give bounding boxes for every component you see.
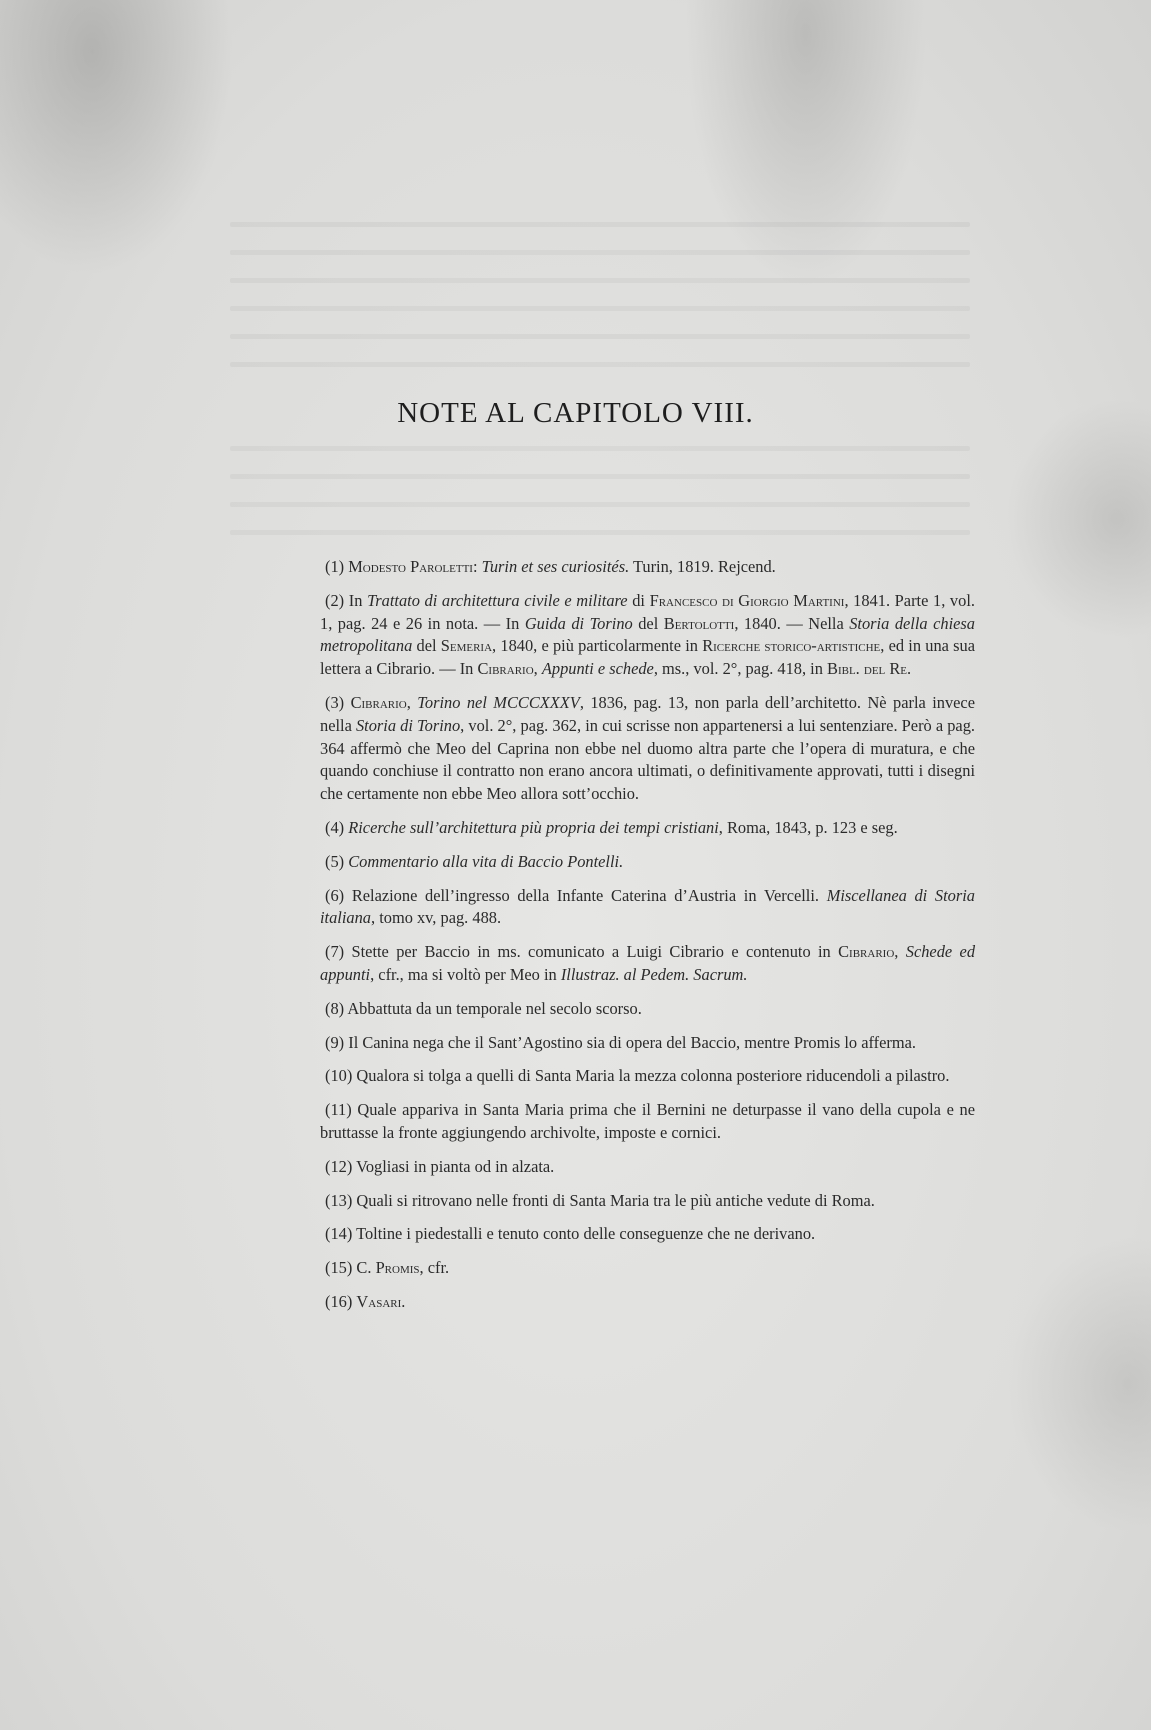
footnote-text: , bbox=[533, 659, 542, 679]
footnote-text: , 1836, pag. 13, non parla dell’architetto. Nè parla invece nella bbox=[320, 692, 975, 735]
footnote-text: , cfr., ma si voltò per Meo in bbox=[370, 964, 561, 984]
footnote-text: , bbox=[894, 942, 906, 962]
footnote-text: , bbox=[406, 692, 418, 712]
page-title: NOTE AL CAPITOLO VIII. bbox=[397, 397, 754, 429]
author-name: Modesto Paroletti bbox=[348, 557, 473, 576]
bleed-through-line bbox=[230, 306, 970, 311]
bleed-through-line bbox=[230, 446, 970, 451]
author-name: Bertolotti bbox=[663, 613, 735, 633]
footnote-number: (11) bbox=[325, 1100, 352, 1120]
footnote-number: (8) bbox=[325, 998, 345, 1018]
work-title: Storia della chiesa metropolitana bbox=[320, 613, 975, 656]
footnote-text: del bbox=[632, 613, 664, 633]
footnote bbox=[320, 851, 975, 874]
work-title: Schede ed appunti bbox=[320, 942, 976, 984]
footnote bbox=[320, 1257, 975, 1280]
footnote bbox=[320, 1223, 975, 1246]
author-name: Cibrario bbox=[350, 692, 407, 712]
bleed-through-line bbox=[230, 250, 970, 255]
bleed-through-line bbox=[230, 530, 970, 535]
footnote-text: Abbattuta da un temporale nel secolo scorso. bbox=[347, 998, 642, 1018]
footnote-number: (2) bbox=[325, 590, 345, 610]
work-title: Commentario alla vita di Baccio Pontelli. bbox=[348, 851, 624, 871]
footnote-number: (7) bbox=[325, 942, 345, 962]
footnote-text: Relazione dell’ingresso della Infante Caterina d’Austria in Vercelli. bbox=[351, 885, 827, 905]
footnote-text: , Roma, 1843, p. 123 e seg. bbox=[718, 817, 898, 837]
bleed-through-line bbox=[230, 278, 970, 283]
work-title: Trattato di architettura civile e militare bbox=[367, 590, 628, 610]
footnote-number: (4) bbox=[325, 817, 345, 837]
author-name: Ricerche storico-artistiche bbox=[702, 636, 881, 656]
footnote-text: Stette per Baccio in ms. comunicato a Luigi Cibrario e contenuto in bbox=[351, 942, 839, 962]
work-title: Turin et ses curiosités. bbox=[481, 557, 630, 576]
footnote bbox=[320, 885, 975, 931]
footnote-text: Turin, 1819. Rejcend. bbox=[629, 557, 776, 576]
footnote-number: (1) bbox=[325, 557, 345, 576]
work-title: Illustraz. al Pedem. Sacrum. bbox=[560, 964, 748, 984]
footnote-text: Quale appariva in Santa Maria prima che il Bernini ne deturpasse il vano della cupola e ne bruttasse la fronte aggiungendo archivolte, imposte e cornici. bbox=[320, 1100, 975, 1142]
author-name: Semeria bbox=[440, 636, 493, 656]
footnote bbox=[320, 556, 975, 579]
footnote-number: (14) bbox=[325, 1224, 353, 1244]
footnote-text: , tomo xv, pag. 488. bbox=[371, 908, 502, 928]
footnote bbox=[320, 1291, 975, 1314]
footnote-text: , ed in una sua lettera a Cibrario. — In bbox=[320, 636, 975, 679]
bleed-through-line bbox=[230, 334, 970, 339]
work-title: Storia di Torino bbox=[355, 715, 461, 735]
footnote-text: , 1841. Parte 1, vol. 1, pag. 24 e 26 in nota. — In bbox=[320, 590, 975, 633]
author-name: Cibrario bbox=[838, 942, 895, 962]
footnote-text: In bbox=[348, 590, 368, 610]
footnote-text: . bbox=[907, 659, 912, 679]
work-title: Miscellanea di Storia italiana bbox=[320, 885, 975, 928]
footnote-number: (3) bbox=[325, 692, 345, 712]
footnote-number: (13) bbox=[325, 1190, 353, 1210]
footnote-number: (10) bbox=[325, 1066, 353, 1086]
footnote-text: Vogliasi in pianta od in alzata. bbox=[356, 1156, 555, 1176]
footnote bbox=[320, 1190, 975, 1213]
footnote-number: (5) bbox=[325, 851, 345, 871]
footnote-text: , cfr. bbox=[419, 1258, 450, 1278]
notes-list bbox=[320, 556, 975, 1325]
footnote-number: (12) bbox=[325, 1156, 353, 1176]
bleed-through-line bbox=[230, 362, 970, 367]
footnote bbox=[320, 941, 975, 987]
footnote-text: , 1840, e più particolarmente in bbox=[492, 636, 703, 656]
footnote bbox=[320, 1156, 975, 1179]
footnote-number: (6) bbox=[325, 885, 345, 905]
footnote-number: (16) bbox=[325, 1291, 353, 1311]
footnote-text: Il Canina nega che il Sant’Agostino sia di opera del Baccio, mentre Promis lo afferma. bbox=[348, 1032, 916, 1052]
bleed-through-line bbox=[230, 222, 970, 227]
footnote bbox=[320, 1032, 975, 1055]
footnote bbox=[320, 590, 975, 681]
footnote bbox=[320, 817, 975, 840]
work-title: Guida di Torino bbox=[524, 613, 633, 633]
footnote bbox=[320, 1099, 975, 1145]
footnote-number: (9) bbox=[325, 1032, 345, 1052]
footnote bbox=[320, 692, 975, 806]
footnote-text: Qualora si tolga a quelli di Santa Maria la mezza colonna posteriore riducendoli a pilastro. bbox=[356, 1066, 950, 1086]
author-name: Francesco di Giorgio Martini bbox=[649, 590, 845, 610]
footnote-text: , ms., vol. 2°, pag. 418, in bbox=[653, 659, 828, 679]
footnote-text: : bbox=[472, 557, 482, 576]
work-title: Torino nel MCCCXXXV bbox=[417, 692, 580, 712]
footnote-number: (15) bbox=[325, 1258, 353, 1278]
work-title: Ricerche sull’architettura più propria dei tempi cristiani bbox=[348, 817, 719, 837]
footnote-text: . bbox=[401, 1291, 406, 1311]
author-name: Vasari bbox=[356, 1291, 402, 1311]
author-name: Bibl. del Re bbox=[827, 659, 908, 679]
author-name: Promis bbox=[375, 1258, 420, 1278]
footnote-text: Quali si ritrovano nelle fronti di Santa Maria tra le più antiche vedute di Roma. bbox=[356, 1190, 875, 1210]
author-name: Cibrario bbox=[477, 659, 534, 679]
bleed-through-line bbox=[230, 474, 970, 479]
footnote-text: , vol. 2°, pag. 362, in cui scrisse non appartenersi a lui sentenziare. Però a pag. 364 affermò che Meo del Caprina non ebbe nel duomo altra parte che l’opera di muratura, e che quando conchiuse il contratto non erano ancora ultimati, o definitivamente approvati, tutti i disegni che certamente non ebbe Meo allora sott’occhio. bbox=[320, 715, 975, 804]
footnote-text: di bbox=[627, 590, 650, 610]
work-title: Appunti e schede bbox=[541, 659, 654, 679]
footnote-text: , 1840. — Nella bbox=[734, 613, 850, 633]
footnote bbox=[320, 998, 975, 1021]
footnote-text: del bbox=[412, 636, 441, 656]
footnote-text: C. bbox=[356, 1258, 376, 1278]
bleed-through-line bbox=[230, 502, 970, 507]
footnote-text: Toltine i piedestalli e tenuto conto delle conseguenze che ne derivano. bbox=[356, 1224, 816, 1244]
footnote bbox=[320, 1065, 975, 1088]
